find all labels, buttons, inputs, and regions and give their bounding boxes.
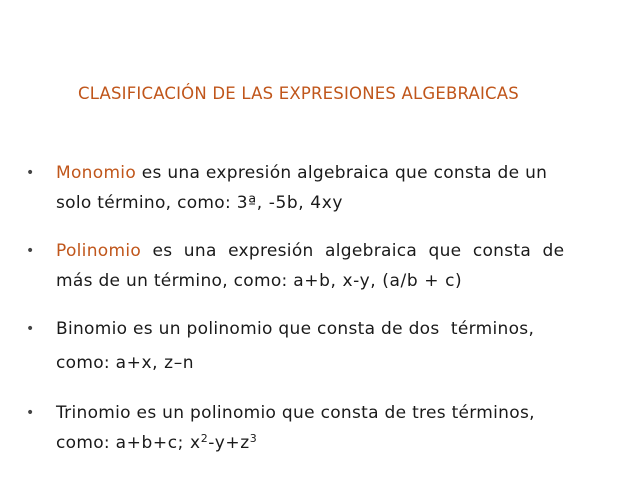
bullet-icon: • [26, 243, 35, 259]
item-1-examples: 3ª, -5b, 4xy [236, 193, 344, 213]
list-item-monomio [26, 158, 630, 218]
item-2-line1: es una expresión algebraica que consta de [141, 241, 565, 261]
term-polinomio: Polinomio [56, 241, 142, 261]
item-1-line2: solo término, como: [56, 193, 237, 213]
bullet-icon: • [26, 405, 35, 421]
list-item-binomio [26, 314, 630, 378]
item-3-line2: como: [56, 353, 116, 373]
item-4-examples [116, 433, 258, 453]
bullet-icon: • [26, 321, 35, 337]
item-2-line2: más de un término, como: [56, 271, 294, 291]
slide-title: CLASIFICACIÓN DE LAS EXPRESIONES ALGEBRAICAS [78, 84, 519, 103]
term-monomio: Monomio [56, 163, 137, 183]
item-3-line1: Binomio es un polinomio que consta de dos términos, [56, 319, 535, 339]
item-4-examples-part2: -y+z [208, 433, 250, 453]
item-4-examples-part1: a+b+c; x [115, 433, 201, 453]
item-4-line1: Trinomio es un polinomio que consta de tres términos, [56, 403, 535, 423]
item-2-examples: a+b, x-y, (a/b + c) [293, 271, 463, 291]
list-item-polinomio [26, 236, 630, 296]
item-4-examples-sup1: 2 [200, 432, 209, 445]
item-4-examples-sup2: 3 [249, 432, 258, 445]
list-item-trinomio [26, 398, 630, 458]
bullet-icon: • [26, 165, 35, 181]
item-4-line2: como: [56, 433, 116, 453]
item-3-examples: a+x, z–n [115, 353, 195, 373]
item-1-line1: es una expresión algebraica que consta de un [136, 163, 548, 183]
